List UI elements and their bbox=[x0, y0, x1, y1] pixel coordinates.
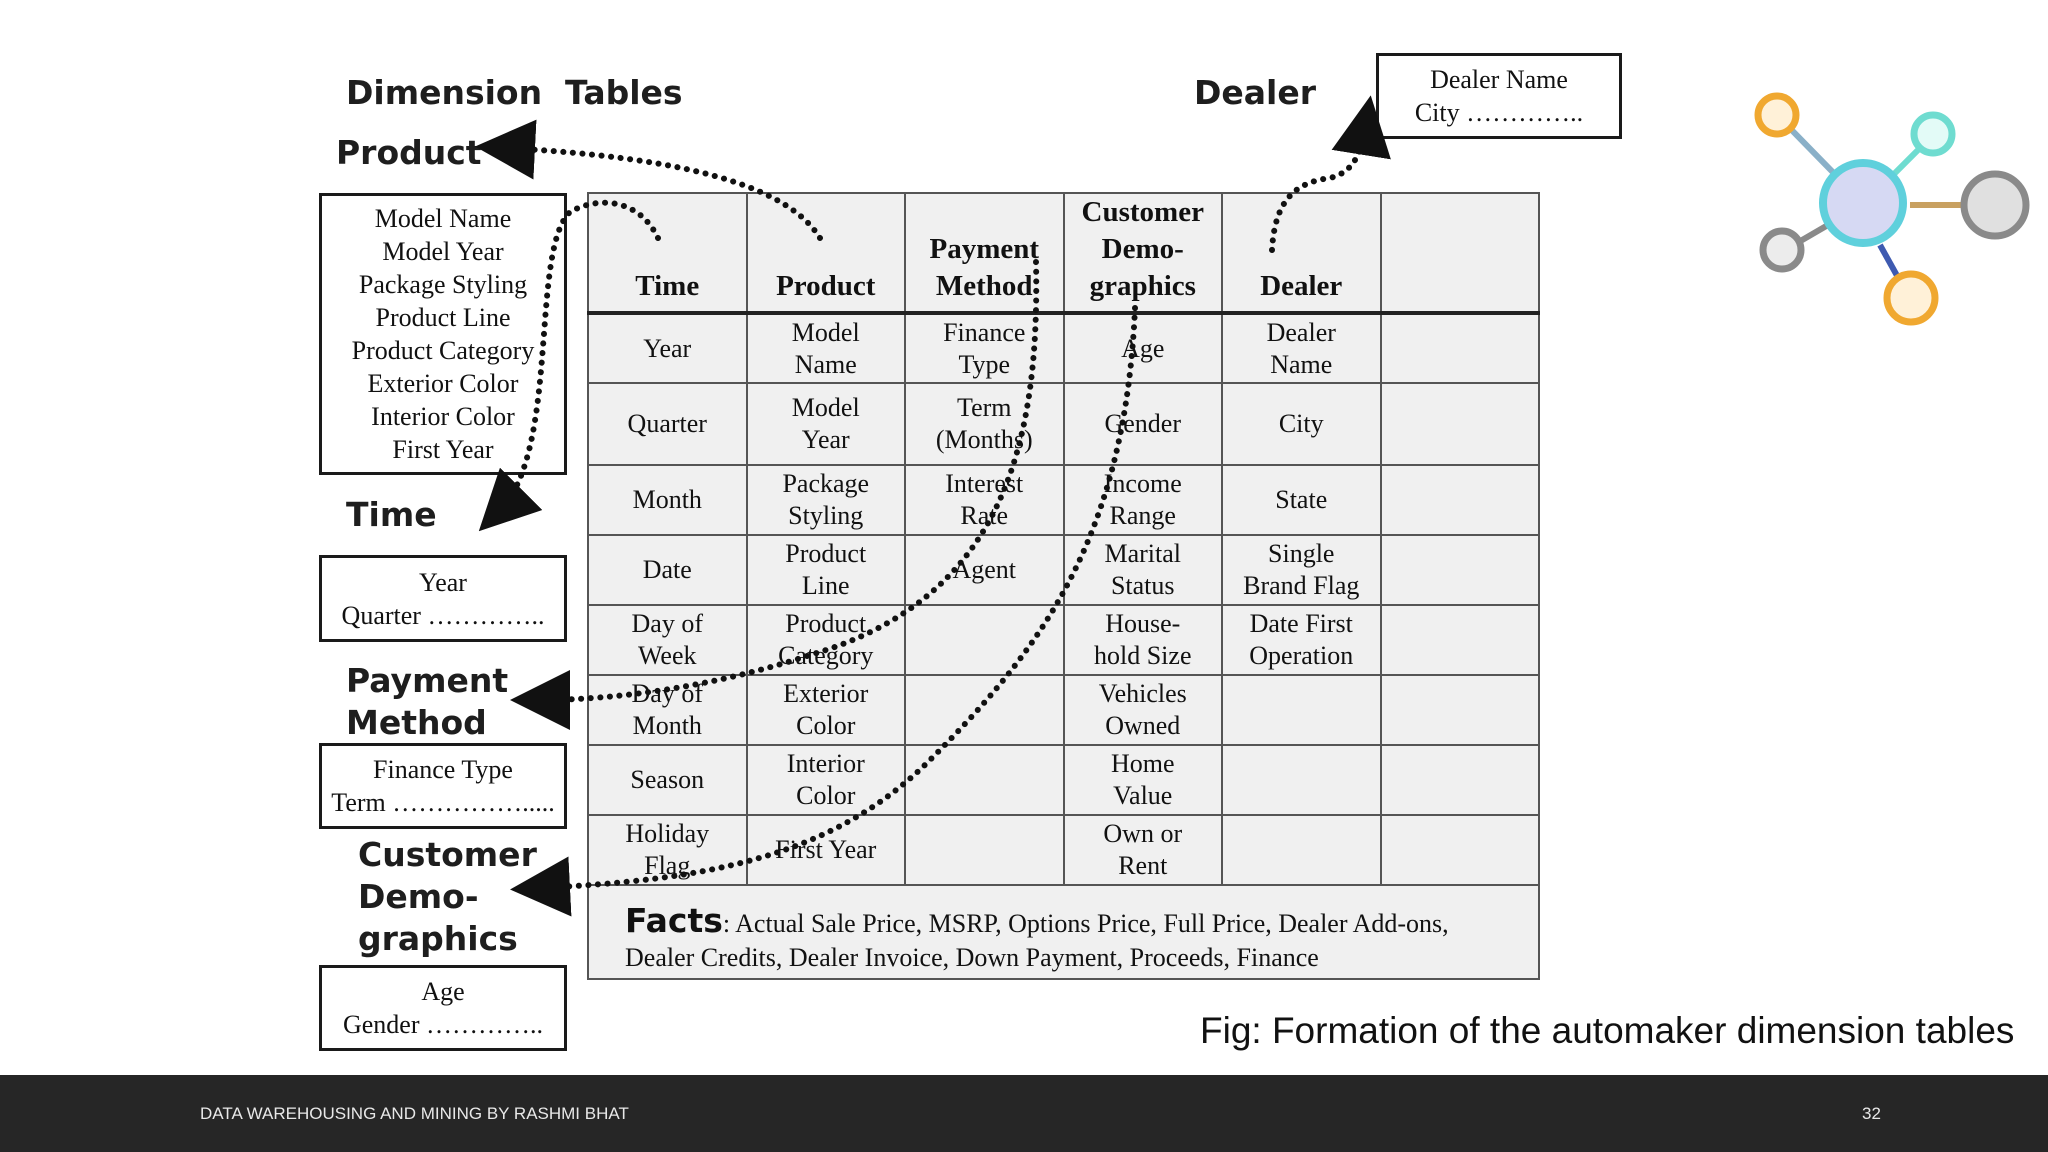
product-box-line: First Year bbox=[392, 435, 494, 464]
payment-box-line: Term ……………..... bbox=[331, 788, 555, 817]
table-cell: Gender bbox=[1064, 383, 1223, 465]
table-cell: Season bbox=[588, 745, 747, 815]
column-header-customer-demographics: Customer Demo- graphics bbox=[1064, 193, 1223, 313]
product-heading: Product bbox=[336, 133, 482, 172]
table-cell: Package Styling bbox=[747, 465, 906, 535]
column-header-dealer: Dealer bbox=[1222, 193, 1381, 313]
table-cell: Term (Months) bbox=[905, 383, 1064, 465]
table-cell: State bbox=[1222, 465, 1381, 535]
table-cell: Date bbox=[588, 535, 747, 605]
product-box-line: Product Category bbox=[351, 336, 535, 365]
payment-method-heading: Payment Method bbox=[346, 661, 509, 742]
table-cell: Finance Type bbox=[905, 313, 1064, 383]
table-cell: Income Range bbox=[1064, 465, 1223, 535]
table-cell: Product Category bbox=[747, 605, 906, 675]
table-cell: Interest Rate bbox=[905, 465, 1064, 535]
footer-title: DATA WAREHOUSING AND MINING BY RASHMI BHAT bbox=[200, 1104, 629, 1123]
time-box-line: Year bbox=[419, 567, 467, 597]
product-box-line: Model Name bbox=[374, 204, 512, 233]
table-cell: House- hold Size bbox=[1064, 605, 1223, 675]
table-cell: Vehicles Owned bbox=[1064, 675, 1223, 745]
column-header-payment-method: Payment Method bbox=[905, 193, 1064, 313]
table-cell: Interior Color bbox=[747, 745, 906, 815]
page-number: 32 bbox=[1862, 1104, 1881, 1123]
table-cell: Month bbox=[588, 465, 747, 535]
table-cell: Own or Rent bbox=[1064, 815, 1223, 885]
time-heading: Time bbox=[346, 495, 437, 534]
network-node-gray-large bbox=[1964, 174, 2026, 236]
column-header-time: Time bbox=[588, 193, 747, 313]
table-cell: Exterior Color bbox=[747, 675, 906, 745]
product-box-line: Package Styling bbox=[358, 270, 528, 299]
dealer-box-line: City ………….. bbox=[1414, 98, 1584, 127]
table-cell: Age bbox=[1064, 313, 1223, 383]
table-cell: Date First Operation bbox=[1222, 605, 1381, 675]
table-cell: Home Value bbox=[1064, 745, 1223, 815]
table-cell: Single Brand Flag bbox=[1222, 535, 1381, 605]
network-node-teal bbox=[1914, 115, 1952, 153]
network-node-orange-bottom bbox=[1887, 274, 1935, 322]
table-cell: Dealer Name bbox=[1222, 313, 1381, 383]
customer-demographics-heading: Customer Demo- graphics bbox=[358, 835, 537, 958]
product-box-line: Interior Color bbox=[371, 402, 515, 431]
network-node-gray-small bbox=[1763, 231, 1801, 269]
product-box-line: Exterior Color bbox=[367, 369, 519, 398]
table-cell: Day of Week bbox=[588, 605, 747, 675]
figure-caption: Fig: Formation of the automaker dimension tables bbox=[1200, 1010, 2015, 1051]
table-cell: Quarter bbox=[588, 383, 747, 465]
customer-box-line: Gender ………….. bbox=[342, 1010, 543, 1039]
dimension-tables-heading: Dimension Tables bbox=[346, 73, 683, 112]
table-cell: Product Line bbox=[747, 535, 906, 605]
dealer-heading: Dealer bbox=[1194, 73, 1317, 112]
dealer-box-line: Dealer Name bbox=[1430, 65, 1568, 94]
time-box-line: Quarter ………….. bbox=[341, 600, 545, 630]
slide-footer bbox=[0, 1075, 2048, 1152]
table-cell: Day of Month bbox=[588, 675, 747, 745]
table-cell: Agent bbox=[905, 535, 1064, 605]
table-cell: Holiday Flag bbox=[588, 815, 747, 885]
facts-text: : Actual Sale Price, MSRP, Options Price, Full Price, Dealer Add-ons, Dealer Credits, Dealer Invoice, Down Payment, Proceeds, Finance bbox=[625, 909, 1449, 972]
column-header-product: Product bbox=[747, 193, 906, 313]
table-cell: Model Name bbox=[747, 313, 906, 383]
network-node-orange bbox=[1758, 96, 1796, 134]
network-hub-node bbox=[1823, 163, 1903, 243]
payment-box-line: Finance Type bbox=[373, 755, 513, 784]
table-cell: City bbox=[1222, 383, 1381, 465]
table-cell: Year bbox=[588, 313, 747, 383]
customer-box-line: Age bbox=[421, 977, 465, 1006]
table-cell: Model Year bbox=[747, 383, 906, 465]
table-cell: Marital Status bbox=[1064, 535, 1223, 605]
table-cell: First Year bbox=[747, 815, 906, 885]
product-box-line: Model Year bbox=[382, 237, 504, 266]
product-box-line: Product Line bbox=[375, 303, 511, 332]
facts-label: Facts bbox=[625, 901, 723, 940]
